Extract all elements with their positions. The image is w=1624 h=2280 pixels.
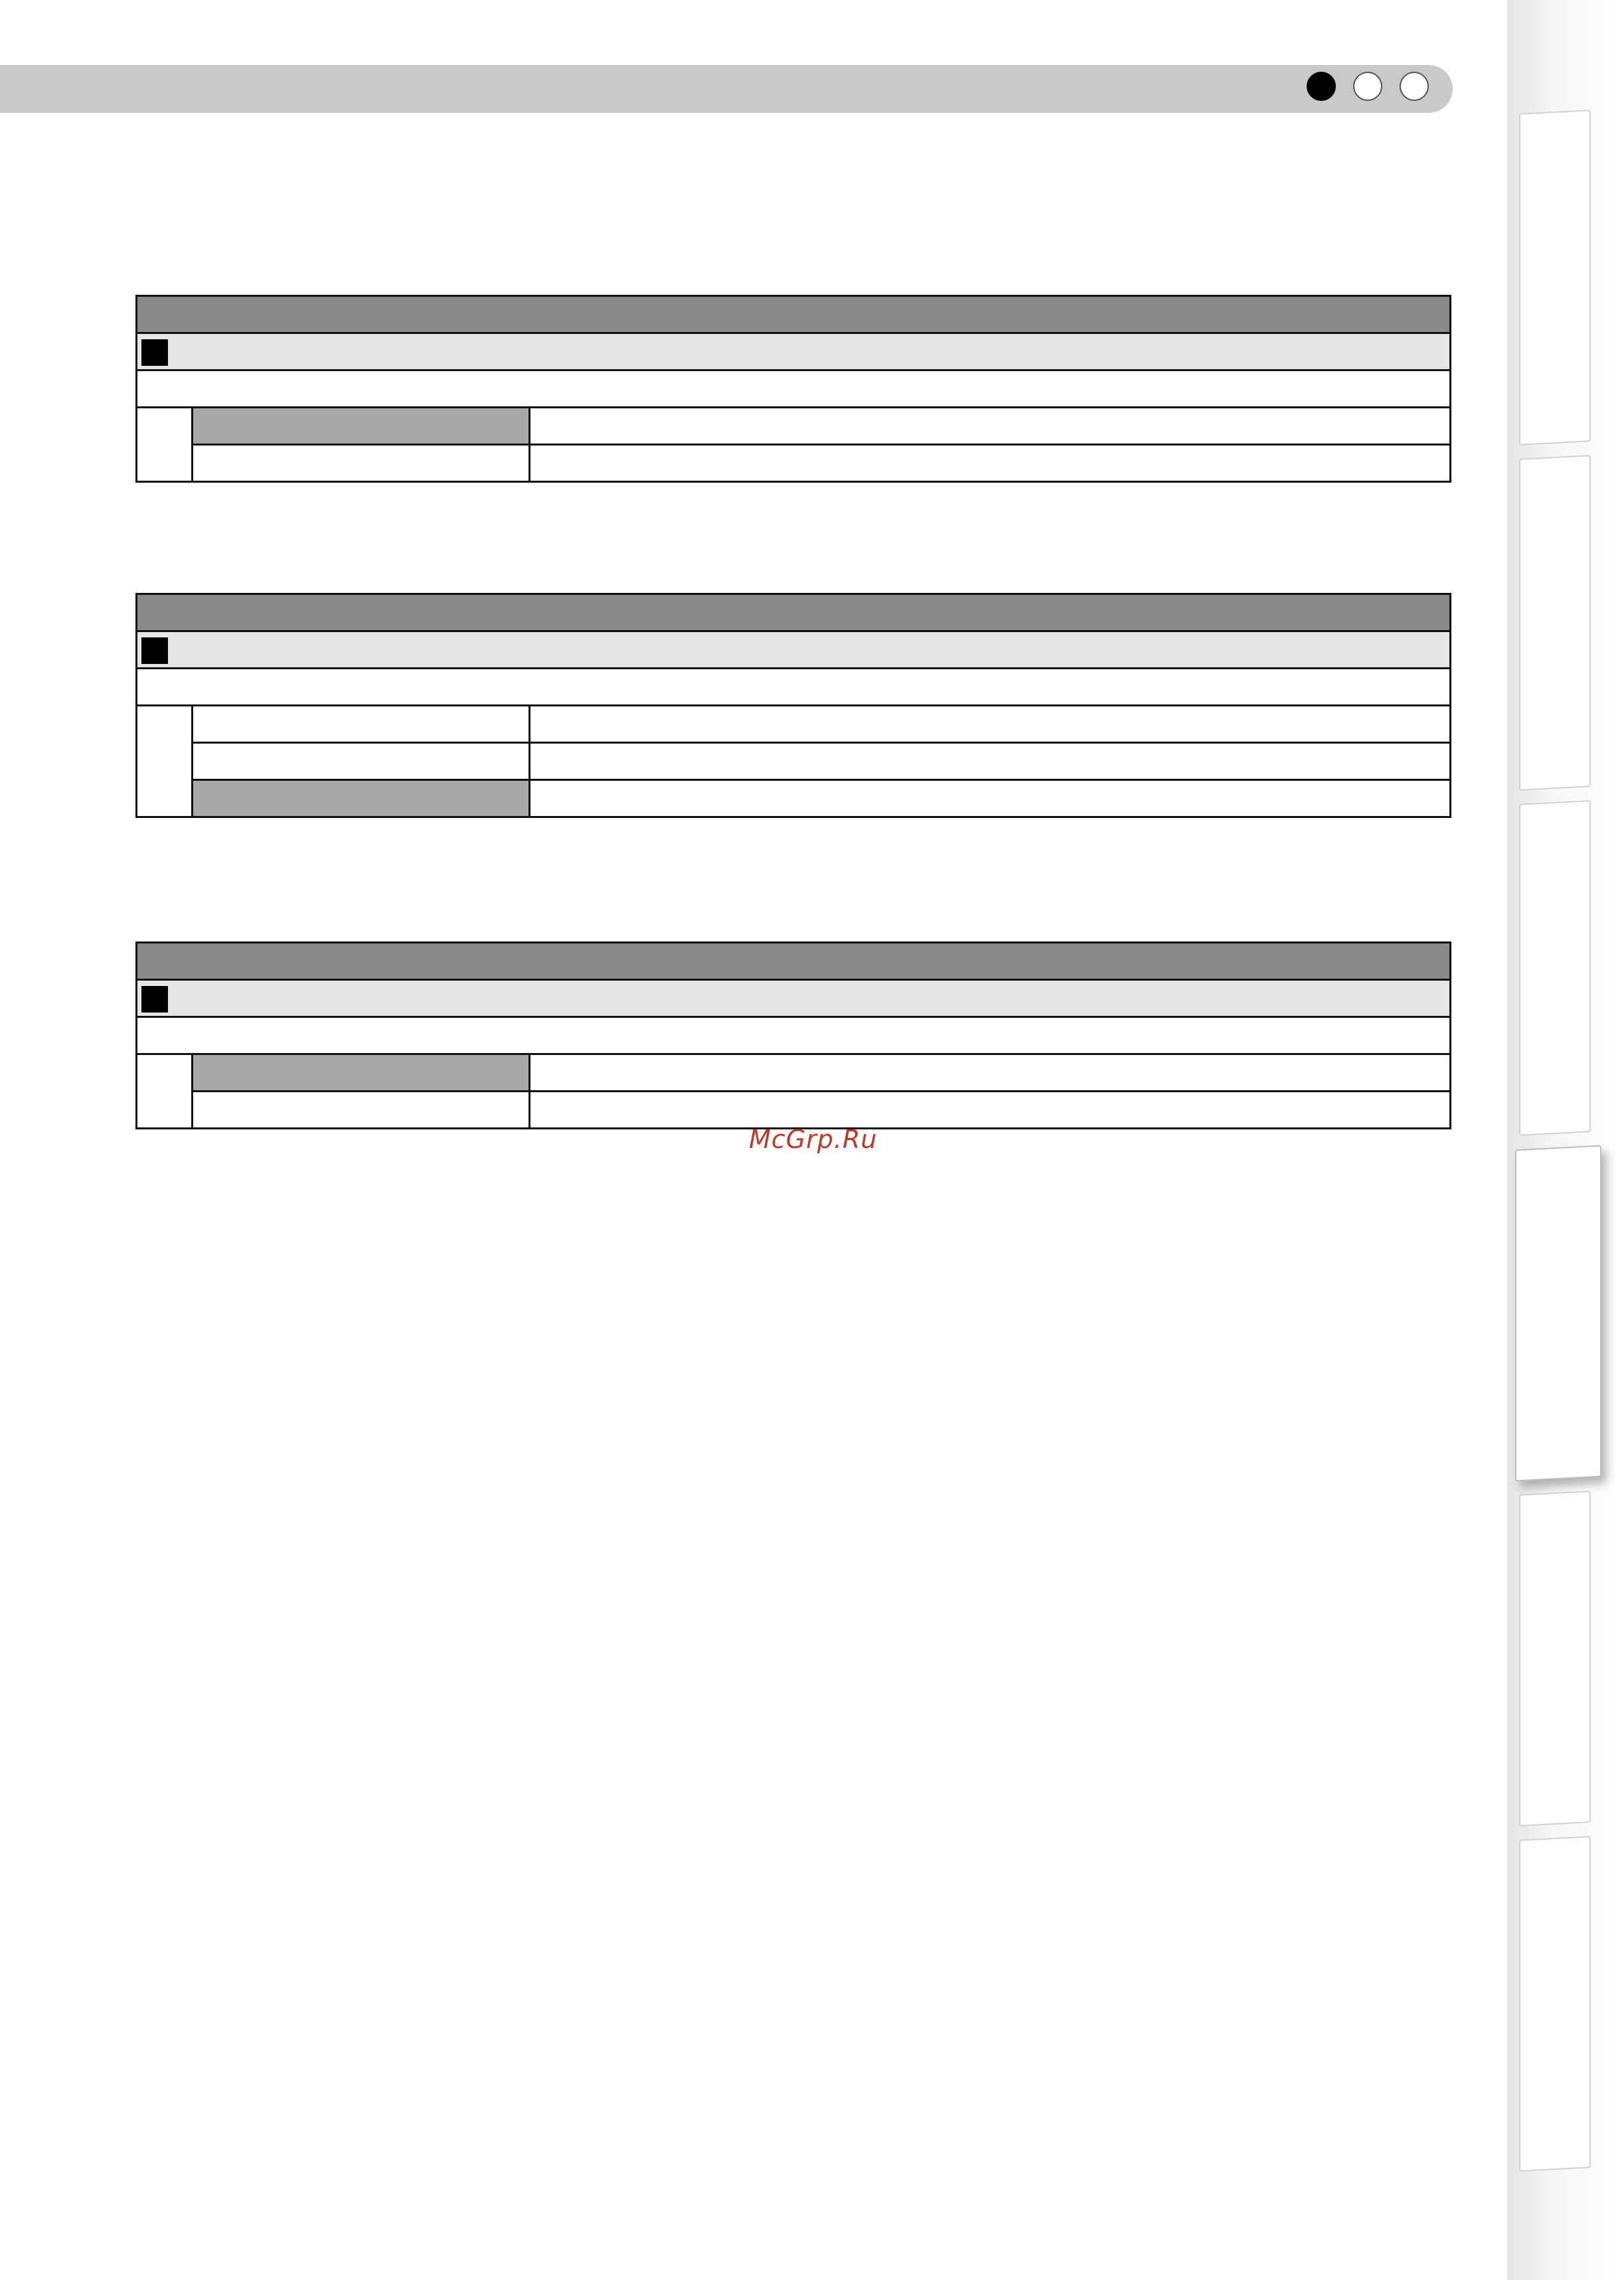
option-value (530, 1054, 1451, 1092)
option-group-spacer (137, 1054, 193, 1129)
table-description (137, 675, 145, 698)
option-label[interactable] (193, 743, 530, 780)
step-indicator-filled-icon (1307, 72, 1336, 101)
option-value (530, 780, 1451, 817)
option-label[interactable] (193, 445, 530, 482)
side-index-tab-4-active[interactable] (1515, 1145, 1601, 1482)
table-description (137, 1024, 145, 1047)
option-group-spacer (137, 706, 193, 817)
option-value (530, 1092, 1451, 1129)
option-label-selected[interactable] (193, 780, 530, 817)
table-subtitle (168, 984, 176, 1007)
option-value (530, 743, 1451, 780)
option-label[interactable] (193, 706, 530, 743)
side-index-tab-5[interactable] (1519, 1491, 1591, 1827)
side-index-tab-6[interactable] (1519, 1836, 1591, 2172)
watermark-text[interactable]: McGrp.Ru (749, 1125, 878, 1154)
black-square-icon (141, 637, 168, 664)
table-title (137, 949, 145, 973)
settings-table-2 (135, 593, 1451, 818)
table-title (137, 303, 145, 326)
header-bar (0, 65, 1453, 113)
table-subtitle (168, 337, 176, 361)
option-label[interactable] (193, 1092, 530, 1129)
side-index-tab-2[interactable] (1519, 455, 1591, 791)
side-index-tab-3[interactable] (1519, 800, 1591, 1136)
settings-table-3 (135, 941, 1451, 1129)
black-square-icon (141, 986, 168, 1013)
option-group-spacer (137, 408, 193, 482)
option-value (530, 706, 1451, 743)
step-indicator-empty-icon (1400, 72, 1429, 101)
step-indicator-empty-icon (1353, 72, 1382, 101)
settings-table-1 (135, 295, 1451, 483)
option-label-selected[interactable] (193, 408, 530, 445)
option-value (530, 408, 1451, 445)
table-title (137, 601, 145, 624)
option-label-selected[interactable] (193, 1054, 530, 1092)
side-index-tab-1[interactable] (1519, 110, 1591, 446)
black-square-icon (141, 339, 168, 366)
option-value (530, 445, 1451, 482)
table-description (137, 377, 145, 400)
table-subtitle (168, 635, 176, 659)
